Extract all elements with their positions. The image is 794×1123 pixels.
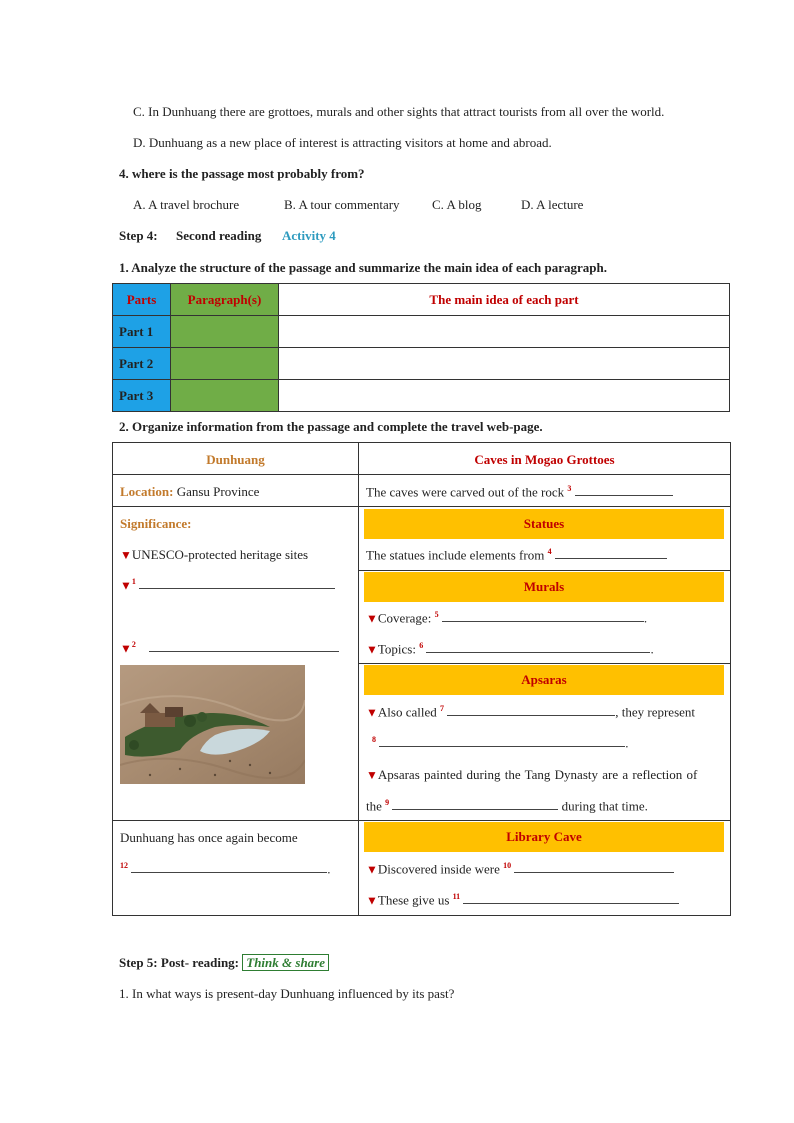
caves-text: The caves were carved out of the rock xyxy=(366,484,565,500)
blank-7[interactable] xyxy=(447,704,615,716)
blank-8[interactable] xyxy=(379,735,625,747)
statues-header: Statues xyxy=(364,509,724,539)
the-text: the xyxy=(366,798,382,814)
blank-2[interactable] xyxy=(149,640,339,652)
part-label: Part 1 xyxy=(113,316,171,348)
topics-row: ▼Topics: $^6$ . xyxy=(366,641,654,657)
caves-row xyxy=(366,484,673,500)
header-paragraphs: Paragraph(s) xyxy=(171,284,279,316)
step5-question-1: 1. In what ways is present-day Dunhuang influenced by its past? xyxy=(119,986,455,1001)
dunhuang-header: Dunhuang xyxy=(206,452,265,467)
blank-9[interactable] xyxy=(392,798,558,810)
triangle-bullet-icon: ▼ xyxy=(366,705,378,720)
blank-number: 3 xyxy=(567,484,572,493)
blank-number: 7 xyxy=(439,704,444,713)
header-parts: Parts xyxy=(113,284,171,316)
triangle-bullet-icon: ▼ xyxy=(366,768,378,782)
give-us-label: These give us xyxy=(377,892,450,908)
part-label: Part 2 xyxy=(113,348,171,380)
during-text: during that time. xyxy=(561,798,648,814)
main-idea-input[interactable] xyxy=(279,348,730,380)
become-row: $^{12}$ . xyxy=(120,861,331,877)
blank-number: 1 xyxy=(131,577,136,586)
topics-label: Topics: xyxy=(377,641,416,657)
blank-number: 8 xyxy=(372,735,376,744)
represent-row: $^8$ . xyxy=(372,735,629,751)
apsaras-painted-text: Apsaras painted during the Tang Dynasty are a reflection of xyxy=(377,767,698,782)
also-called-row xyxy=(366,704,695,720)
triangle-bullet-icon: ▼ xyxy=(120,578,132,593)
q4-option-c: C. A blog xyxy=(432,197,482,212)
main-idea-input[interactable] xyxy=(279,380,730,412)
apsaras-painted-row xyxy=(366,767,697,783)
triangle-bullet-icon: ▼ xyxy=(120,641,132,656)
blank-number: 10 xyxy=(503,861,512,870)
blank-10[interactable] xyxy=(514,861,674,873)
option-c: C. In Dunhuang there are grottoes, murals and other sights that attract tourists from all over the world. xyxy=(133,104,665,119)
library-cave-header: Library Cave xyxy=(364,822,724,852)
blank-number: 12 xyxy=(120,861,128,870)
q4-option-d: D. A lecture xyxy=(521,197,584,212)
location-value: Gansu Province xyxy=(176,484,260,499)
question-4: 4. where is the passage most probably from? xyxy=(119,166,365,181)
sig-item-blank-1 xyxy=(120,577,335,593)
paragraph-input[interactable] xyxy=(171,380,279,412)
web-page-table xyxy=(112,442,731,916)
task2-instruction: 2. Organize information from the passage and complete the travel web-page. xyxy=(119,419,543,434)
table-row xyxy=(113,316,730,348)
triangle-bullet-icon: ▼ xyxy=(366,893,378,908)
triangle-bullet-icon: ▼ xyxy=(366,862,378,877)
blank-12[interactable] xyxy=(131,861,327,873)
apsaras-header: Apsaras xyxy=(364,665,724,695)
sig-item-1 xyxy=(120,547,308,563)
q4-option-a: A. A travel brochure xyxy=(133,197,240,212)
blank-1[interactable] xyxy=(139,577,335,589)
blank-number: 11 xyxy=(452,892,461,901)
blank-number: 4 xyxy=(547,547,552,556)
main-idea-input[interactable] xyxy=(279,316,730,348)
step4-title: Second reading xyxy=(176,228,262,243)
crescent-lake-image xyxy=(120,665,305,784)
blank-number: 6 xyxy=(419,641,424,650)
triangle-bullet-icon: ▼ xyxy=(366,611,378,626)
statues-row xyxy=(366,547,667,563)
discovered-row xyxy=(366,861,674,877)
think-share-box: Think & share xyxy=(242,954,329,971)
activity-label: Activity 4 xyxy=(282,228,336,243)
structure-table xyxy=(112,283,730,412)
triangle-bullet-icon: ▼ xyxy=(120,548,132,562)
step5-label: Step 5: Post- reading: xyxy=(119,955,240,970)
blank-11[interactable] xyxy=(463,892,679,904)
statues-text: The statues include elements from xyxy=(366,547,545,563)
also-called-label: Also called xyxy=(377,704,437,720)
dunhuang-become: Dunhuang has once again become xyxy=(120,830,298,845)
blank-number: 5 xyxy=(434,610,439,619)
q4-option-b: B. A tour commentary xyxy=(284,197,400,212)
coverage-label: Coverage: xyxy=(377,610,432,626)
location-label: Location: xyxy=(120,484,174,499)
give-us-row xyxy=(366,892,679,908)
coverage-row: ▼Coverage: $^5$ . xyxy=(366,610,648,626)
step4-label: Step 4: xyxy=(119,228,158,243)
triangle-bullet-icon: ▼ xyxy=(366,642,378,657)
sig-item-text: UNESCO-protected heritage sites xyxy=(131,547,309,562)
sig-item-blank-2 xyxy=(120,640,339,656)
discovered-label: Discovered inside were xyxy=(377,861,500,877)
caves-header: Caves in Mogao Grottoes xyxy=(474,452,615,467)
task1-instruction: 1. Analyze the structure of the passage and summarize the main idea of each paragraph. xyxy=(119,260,607,275)
reflection-row xyxy=(366,798,648,814)
they-represent-text: , they represent xyxy=(615,704,696,720)
murals-header: Murals xyxy=(364,572,724,602)
blank-number: 9 xyxy=(385,798,390,807)
paragraph-input[interactable] xyxy=(171,316,279,348)
significance-label: Significance: xyxy=(120,516,192,531)
table-row xyxy=(113,348,730,380)
option-d: D. Dunhuang as a new place of interest is attracting visitors at home and abroad. xyxy=(133,135,552,150)
location-row xyxy=(120,484,259,500)
step5-row xyxy=(119,955,329,971)
blank-3[interactable] xyxy=(575,484,673,496)
blank-4[interactable] xyxy=(555,547,667,559)
header-main-idea: The main idea of each part xyxy=(279,284,730,316)
paragraph-input[interactable] xyxy=(171,348,279,380)
table-row xyxy=(113,380,730,412)
part-label: Part 3 xyxy=(113,380,171,412)
blank-6[interactable] xyxy=(426,641,650,653)
blank-5[interactable] xyxy=(442,610,644,622)
blank-number: 2 xyxy=(131,640,136,649)
